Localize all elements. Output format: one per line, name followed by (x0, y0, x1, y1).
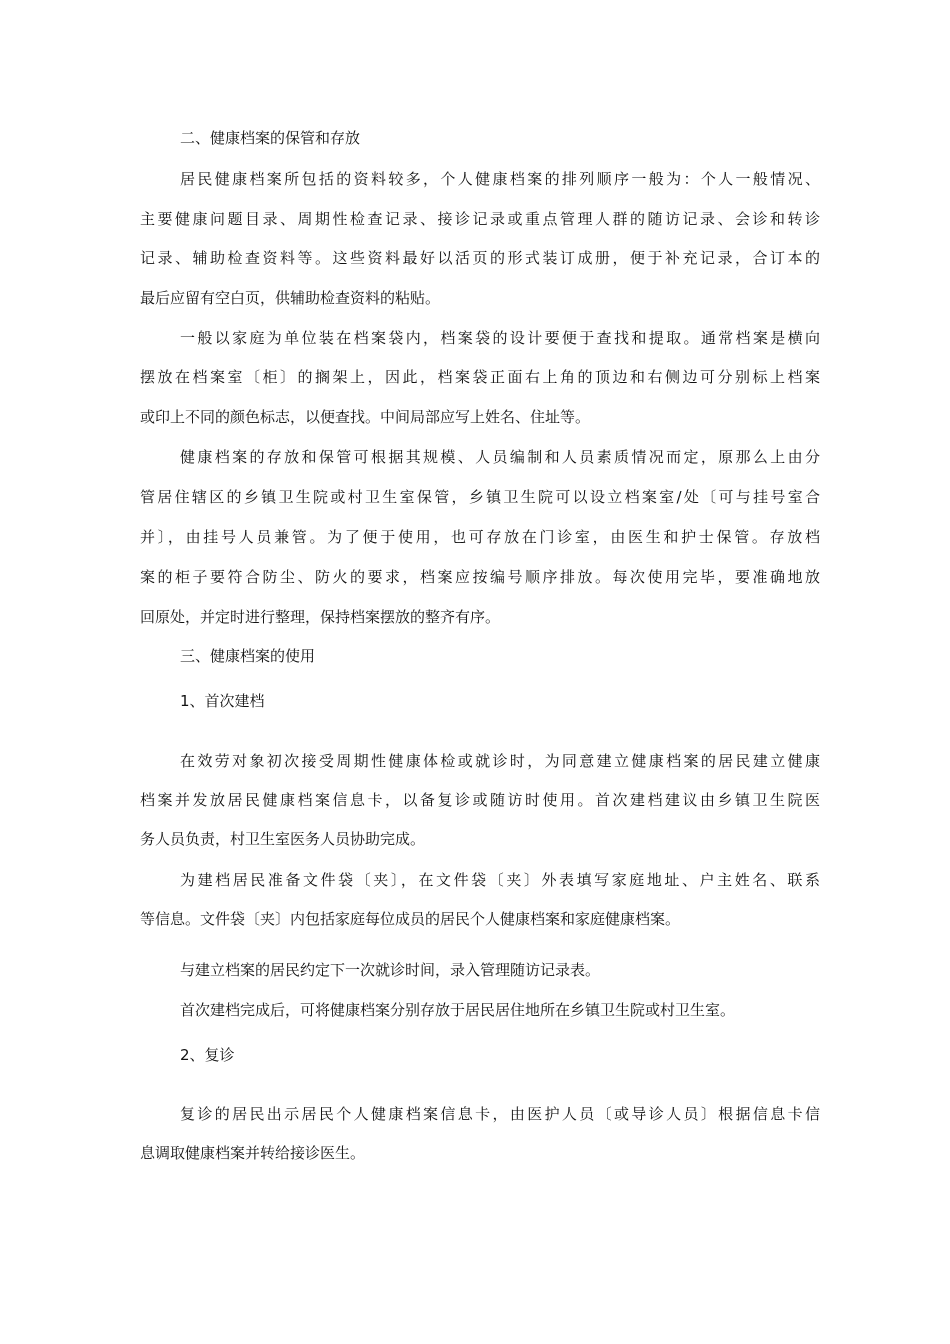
paragraph-line: 管居住辖区的乡镇卫生院或村卫生室保管，乡镇卫生院可以设立档案室/处〔可与挂号室合 (140, 488, 820, 506)
paragraph-line: 务人员负责，村卫生室医务人员协助完成。 (140, 830, 426, 848)
subsection-heading-first-record: 1、首次建档 (180, 692, 265, 710)
paragraph-line: 健康档案的存放和保管可根据其规模、人员编制和人员素质情况而定，原那么上由分 (180, 448, 820, 466)
paragraph-line: 最后应留有空白页，供辅助检查资料的粘贴。 (140, 289, 441, 307)
paragraph-line: 首次建档完成后，可将健康档案分别存放于居民居住地所在乡镇卫生院或村卫生室。 (180, 1001, 736, 1019)
paragraph-line: 复诊的居民出示居民个人健康档案信息卡，由医护人员〔或导诊人员〕根据信息卡信 (180, 1105, 820, 1123)
paragraph-line: 在效劳对象初次接受周期性健康体检或就诊时，为同意建立健康档案的居民建立健康 (180, 752, 820, 770)
paragraph-line: 主要健康问题目录、周期性检查记录、接诊记录或重点管理人群的随访记录、会诊和转诊 (140, 210, 820, 228)
paragraph-line: 为建档居民准备文件袋〔夹〕，在文件袋〔夹〕外表填写家庭地址、户主姓名、联系 (180, 871, 820, 889)
paragraph-line: 摆放在档案室〔柜〕的搁架上，因此，档案袋正面右上角的顶边和右侧边可分别标上档案 (140, 368, 820, 386)
subsection-heading-follow-up: 2、复诊 (180, 1046, 235, 1064)
paragraph-line: 案的柜子要符合防尘、防火的要求，档案应按编号顺序排放。每次使用完毕，要准确地放 (140, 568, 820, 586)
paragraph-line: 一般以家庭为单位装在档案袋内，档案袋的设计要便于查找和提取。通常档案是横向 (180, 329, 820, 347)
paragraph-line: 与建立档案的居民约定下一次就诊时间，录入管理随访记录表。 (180, 961, 601, 979)
section-heading-storage: 二、健康档案的保管和存放 (180, 129, 361, 147)
paragraph-line: 记录、辅助检查资料等。这些资料最好以活页的形式装订成册，便于补充记录，合订本的 (140, 249, 820, 267)
paragraph-line: 回原处，并定时进行整理，保持档案摆放的整齐有序。 (140, 608, 501, 626)
paragraph-line: 居民健康档案所包括的资料较多，个人健康档案的排列顺序一般为：个人一般情况、 (180, 170, 820, 188)
paragraph-line: 档案并发放居民健康档案信息卡，以备复诊或随访时使用。首次建档建议由乡镇卫生院医 (140, 791, 820, 809)
paragraph-line: 息调取健康档案并转给接诊医生。 (140, 1144, 366, 1162)
paragraph-line: 或印上不同的颜色标志，以便查找。中间局部应写上姓名、住址等。 (140, 408, 591, 426)
paragraph-line: 等信息。文件袋〔夹〕内包括家庭每位成员的居民个人健康档案和家庭健康档案。 (140, 910, 681, 928)
section-heading-usage: 三、健康档案的使用 (180, 647, 316, 665)
paragraph-line: 并〕，由挂号人员兼管。为了便于使用，也可存放在门诊室，由医生和护士保管。存放档 (140, 528, 820, 546)
